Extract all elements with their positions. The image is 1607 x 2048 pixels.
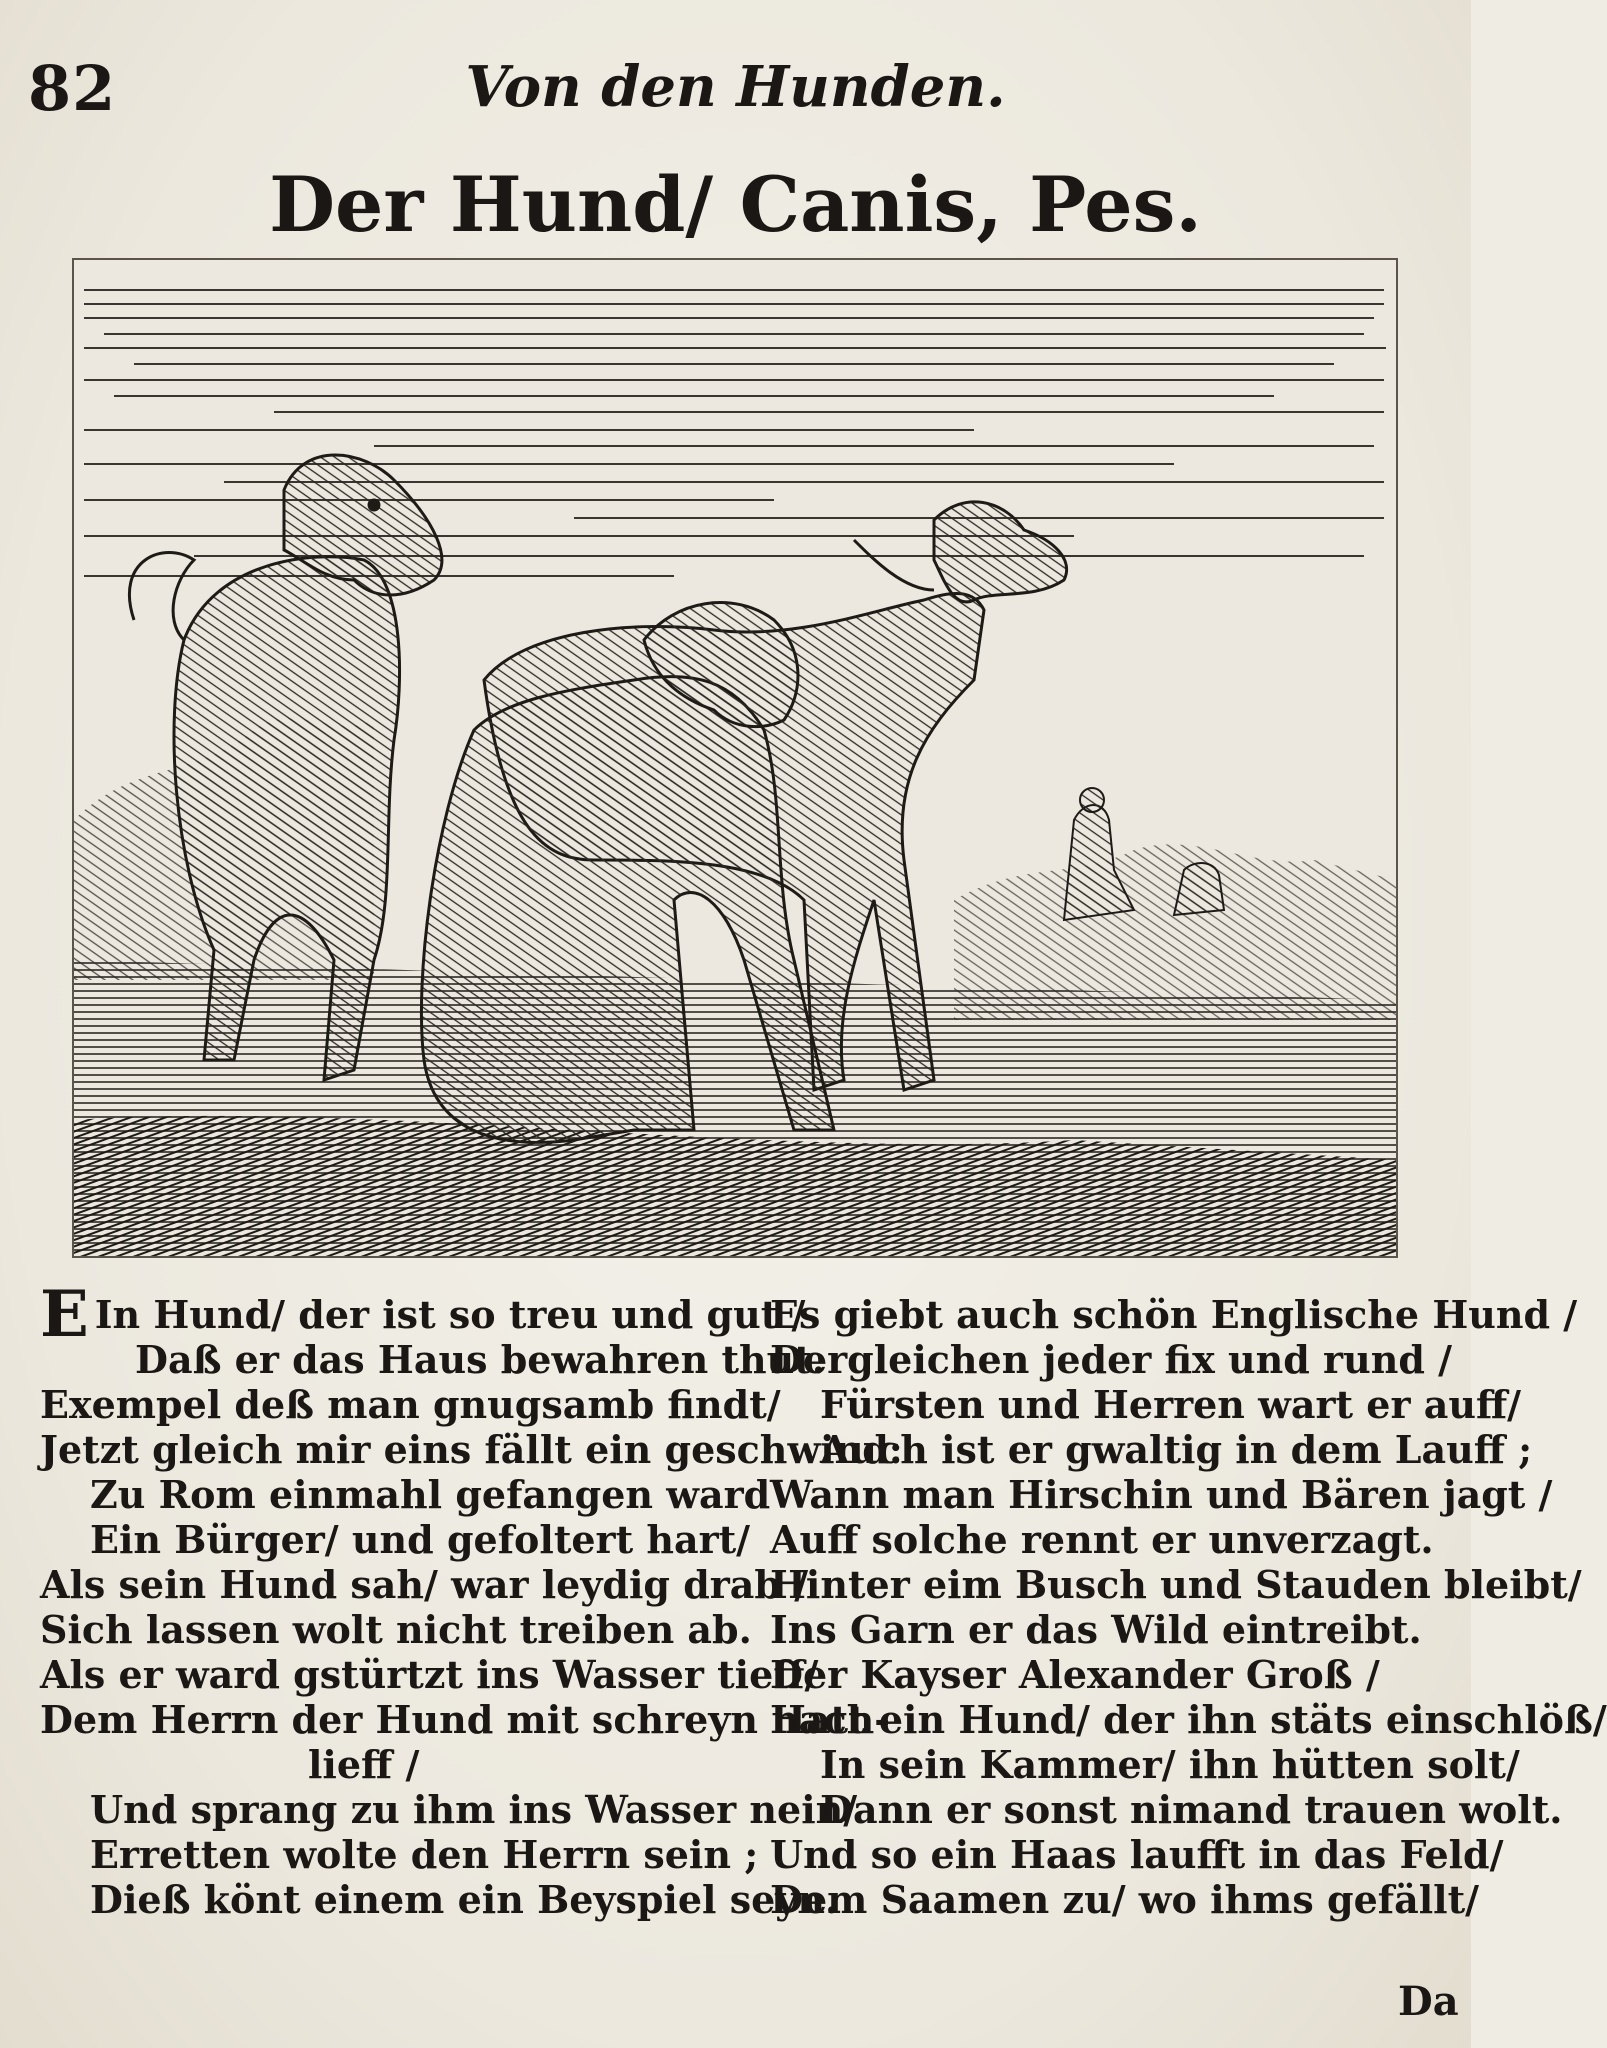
dogs-engraving xyxy=(74,260,1396,1256)
page-number: 82 xyxy=(28,52,117,125)
poem-line: Und sprang zu ihm ins Wasser nein/ xyxy=(90,1787,858,1832)
poem-line: Erretten wolte den Herrn sein ; xyxy=(90,1832,759,1877)
poem-line: E In Hund/ der ist so treu und gut / xyxy=(40,1277,806,1352)
poem-line: lieff / xyxy=(308,1742,420,1787)
poem-line: Hinter eim Busch und Stauden bleibt/ xyxy=(770,1562,1582,1607)
poem-column-right xyxy=(770,1292,1607,1922)
poem-line: Fürsten und Herren wart er auff/ xyxy=(820,1382,1522,1427)
poem-line: Ein Bürger/ und gefoltert hart/ xyxy=(90,1517,751,1562)
poem-column-left xyxy=(40,1277,903,1922)
poem-line: Und so ein Haas laufft in das Feld/ xyxy=(770,1832,1504,1877)
page-title: Der Hund/ Canis, Pes. xyxy=(269,160,1202,249)
catchword: Da xyxy=(1398,1978,1459,2025)
drop-cap: E xyxy=(40,1277,89,1352)
poem-line: Dieß könt einem ein Beyspiel seyn. xyxy=(90,1877,839,1922)
poem-line: In sein Kammer/ ihn hütten solt/ xyxy=(820,1742,1520,1787)
poem-line: Daß er das Haus bewahren thut. xyxy=(135,1337,826,1382)
poem-line: Zu Rom einmahl gefangen ward xyxy=(90,1472,771,1517)
poem-line: Ins Garn er das Wild eintreibt. xyxy=(770,1607,1422,1652)
poem-line: Als er ward gstürtzt ins Wasser tieff/ xyxy=(40,1652,819,1697)
poem-line: Hatt ein Hund/ der ihn stäts einschlöß/ xyxy=(770,1697,1607,1742)
poem-line: Als sein Hund sah/ war leydig drab / xyxy=(40,1562,809,1607)
poem-line: Dem Herrn der Hund mit schreyn nach- xyxy=(40,1697,891,1742)
poem-line: Auff solche rennt er unverzagt. xyxy=(770,1517,1434,1562)
poem-line: Dann er sonst nimand trauen wolt. xyxy=(820,1787,1563,1832)
poem-line: Exempel deß man gnugsamb findt/ xyxy=(40,1382,781,1427)
poem-line: Der Kayser Alexander Groß / xyxy=(770,1652,1380,1697)
engraving-illustration xyxy=(72,258,1398,1258)
poem-line: Jetzt gleich mir eins fällt ein geschwind: xyxy=(40,1427,903,1472)
poem-line: Auch ist er gwaltig in dem Lauff ; xyxy=(820,1427,1533,1472)
poem-line: Wann man Hirschin und Bären jagt / xyxy=(770,1472,1553,1517)
poem-line: Es giebt auch schön Englische Hund / xyxy=(770,1292,1578,1337)
poem-line: Sich lassen wolt nicht treiben ab. xyxy=(40,1607,752,1652)
running-head: Von den Hunden. xyxy=(465,54,1006,120)
poem-line: Dem Saamen zu/ wo ihms gefällt/ xyxy=(770,1877,1480,1922)
poem-line: Dergleichen jeder fix und rund / xyxy=(770,1337,1453,1382)
